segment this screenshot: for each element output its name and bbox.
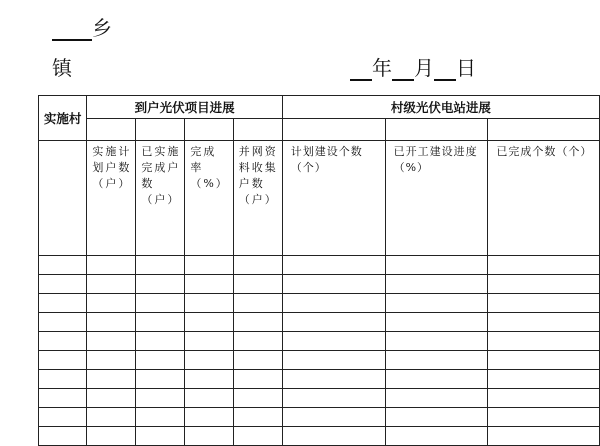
table-cell[interactable] xyxy=(488,408,600,427)
table-cell[interactable] xyxy=(233,294,282,313)
year-label: 年 xyxy=(372,56,392,80)
table-cell[interactable] xyxy=(87,313,136,332)
table-cell[interactable] xyxy=(488,427,600,446)
col-grid-docs-households: 并网资料收集户数（户） xyxy=(233,141,282,256)
table-cell[interactable] xyxy=(185,351,233,370)
table-cell[interactable] xyxy=(282,294,385,313)
table-cell[interactable] xyxy=(87,408,136,427)
table-cell[interactable] xyxy=(87,275,136,294)
cell[interactable] xyxy=(136,119,185,141)
table-cell[interactable] xyxy=(233,256,282,275)
table-cell[interactable] xyxy=(385,332,488,351)
table-cell[interactable] xyxy=(87,332,136,351)
table-cell[interactable] xyxy=(87,427,136,446)
col-completed-stations: 已完成个数（个） xyxy=(488,141,600,256)
table-row xyxy=(39,256,600,275)
table-cell[interactable] xyxy=(385,313,488,332)
table-cell[interactable] xyxy=(39,275,87,294)
table-cell[interactable] xyxy=(282,389,385,408)
month-label: 月 xyxy=(414,56,434,80)
date-line xyxy=(350,52,476,81)
table-cell[interactable] xyxy=(233,408,282,427)
cell[interactable] xyxy=(385,119,488,141)
col-completed-households: 已实施完成户数（户） xyxy=(136,141,185,256)
table-cell[interactable] xyxy=(136,256,185,275)
table-cell[interactable] xyxy=(136,275,185,294)
month-blank[interactable] xyxy=(392,59,414,81)
table-row xyxy=(39,389,600,408)
table-row xyxy=(39,370,600,389)
table-cell[interactable] xyxy=(233,370,282,389)
table-row xyxy=(39,351,600,370)
table-cell[interactable] xyxy=(136,389,185,408)
table-cell[interactable] xyxy=(233,313,282,332)
town-label: 镇 xyxy=(52,56,72,80)
table-cell[interactable] xyxy=(87,389,136,408)
table-cell[interactable] xyxy=(488,351,600,370)
table-cell[interactable] xyxy=(488,275,600,294)
day-label: 日 xyxy=(456,56,476,80)
table-cell[interactable] xyxy=(185,313,233,332)
table-row xyxy=(39,332,600,351)
table-cell[interactable] xyxy=(185,427,233,446)
table-cell[interactable] xyxy=(136,313,185,332)
table-cell[interactable] xyxy=(185,389,233,408)
table-row xyxy=(39,313,600,332)
table-cell[interactable] xyxy=(488,370,600,389)
table-cell[interactable] xyxy=(233,389,282,408)
table-cell[interactable] xyxy=(282,351,385,370)
table-cell[interactable] xyxy=(385,294,488,313)
table-cell[interactable] xyxy=(87,370,136,389)
table-cell[interactable] xyxy=(39,256,87,275)
table-cell[interactable] xyxy=(39,351,87,370)
table-cell[interactable] xyxy=(233,427,282,446)
table-cell[interactable] xyxy=(385,370,488,389)
table-cell[interactable] xyxy=(87,256,136,275)
table-cell[interactable] xyxy=(185,370,233,389)
cell[interactable] xyxy=(282,119,385,141)
table-cell[interactable] xyxy=(39,313,87,332)
village-header: 实施村 xyxy=(39,96,87,141)
cell[interactable] xyxy=(488,119,600,141)
table-cell[interactable] xyxy=(39,389,87,408)
table-cell[interactable] xyxy=(385,275,488,294)
table-row xyxy=(39,427,600,446)
table-cell[interactable] xyxy=(185,275,233,294)
table-cell[interactable] xyxy=(136,294,185,313)
table-cell[interactable] xyxy=(185,256,233,275)
table-cell[interactable] xyxy=(233,275,282,294)
table-cell[interactable] xyxy=(39,294,87,313)
township-suffix: 乡 xyxy=(92,16,112,40)
table-cell[interactable] xyxy=(385,389,488,408)
col-planned-stations: 计划建设个数（个） xyxy=(282,141,385,256)
table-cell[interactable] xyxy=(233,351,282,370)
table-cell[interactable] xyxy=(87,351,136,370)
table-cell[interactable] xyxy=(39,370,87,389)
cell[interactable] xyxy=(185,119,233,141)
table-cell[interactable] xyxy=(282,427,385,446)
table-cell[interactable] xyxy=(233,332,282,351)
cell[interactable] xyxy=(39,141,87,256)
table-cell[interactable] xyxy=(39,427,87,446)
day-blank[interactable] xyxy=(434,59,456,81)
table-cell[interactable] xyxy=(282,275,385,294)
progress-table xyxy=(38,95,600,446)
table-cell[interactable] xyxy=(185,332,233,351)
table-cell[interactable] xyxy=(385,351,488,370)
table-row xyxy=(39,408,600,427)
table-cell[interactable] xyxy=(488,389,600,408)
table-cell[interactable] xyxy=(488,294,600,313)
table-cell[interactable] xyxy=(39,332,87,351)
table-cell[interactable] xyxy=(87,294,136,313)
table-cell[interactable] xyxy=(488,332,600,351)
cell[interactable] xyxy=(87,119,136,141)
table-cell[interactable] xyxy=(136,370,185,389)
township-blank[interactable] xyxy=(52,19,92,41)
col-completion-rate: 完成率（%） xyxy=(185,141,233,256)
table-cell[interactable] xyxy=(136,351,185,370)
table-cell[interactable] xyxy=(39,408,87,427)
household-group-header: 到户光伏项目进展 xyxy=(87,96,282,119)
year-blank[interactable] xyxy=(350,59,372,81)
township-line xyxy=(52,12,112,41)
table-cell[interactable] xyxy=(185,408,233,427)
table-cell[interactable] xyxy=(488,313,600,332)
table-cell[interactable] xyxy=(136,427,185,446)
cell[interactable] xyxy=(233,119,282,141)
table-cell[interactable] xyxy=(282,408,385,427)
table-row xyxy=(39,294,600,313)
table-cell[interactable] xyxy=(385,427,488,446)
table-cell[interactable] xyxy=(282,256,385,275)
table-cell[interactable] xyxy=(282,370,385,389)
col-construction-progress: 已开工建设进度（%） xyxy=(385,141,488,256)
table-cell[interactable] xyxy=(385,256,488,275)
table-cell[interactable] xyxy=(282,313,385,332)
table-cell[interactable] xyxy=(136,408,185,427)
table-cell[interactable] xyxy=(488,256,600,275)
table-cell[interactable] xyxy=(282,332,385,351)
village-group-header: 村级光伏电站进展 xyxy=(282,96,599,119)
col-planned-households: 实施计划户数（户） xyxy=(87,141,136,256)
table-cell[interactable] xyxy=(385,408,488,427)
table-row xyxy=(39,275,600,294)
table-cell[interactable] xyxy=(185,294,233,313)
table-cell[interactable] xyxy=(136,332,185,351)
